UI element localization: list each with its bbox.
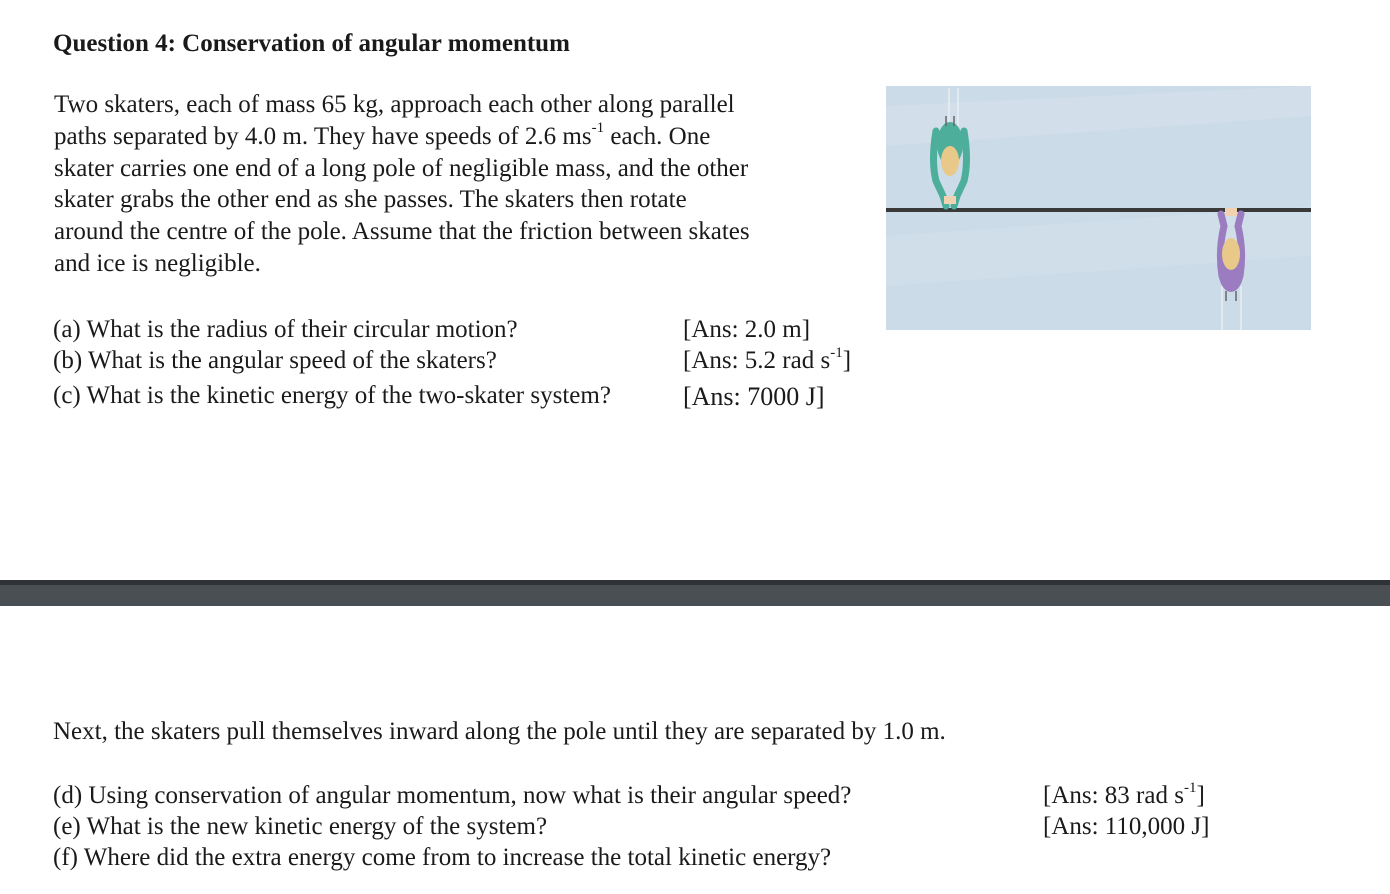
- next-statement: Next, the skaters pull themselves inward along the pole until they are separated by 1.0 m.: [53, 718, 946, 745]
- question-a: (a) What is the radius of their circular motion?: [53, 316, 518, 343]
- paragraph-line: skater grabs the other end as she passes. The skaters then rotate: [54, 186, 687, 214]
- question-b: (b) What is the angular speed of the skaters?: [53, 347, 497, 374]
- question-d: (d) Using conservation of angular momentum, now what is their angular speed?: [53, 782, 852, 809]
- question-title: Question 4: Conservation of angular momentum: [53, 30, 570, 57]
- question-c: (c) What is the kinetic energy of the two-skater system?: [53, 382, 611, 409]
- answer-d: [Ans: 83 rad $s^{-1}$]: [1043, 779, 1205, 809]
- answer-a: [Ans: 2.0 m]: [683, 316, 811, 343]
- pole: [886, 208, 1311, 212]
- paragraph-line: Two skaters, each of mass 65 kg, approach each other along parallel: [54, 91, 735, 118]
- answer-c: [Ans: 7000 J]: [683, 382, 825, 411]
- paragraph-line: skater carries one end of a long pole of negligible mass, and the other: [54, 154, 749, 182]
- paragraph-line: paths separated by 4.0 m. They have speeds of 2.6 $ms^{-1}$ each. One: [54, 120, 711, 150]
- question-f: (f) Where did the extra energy come from to increase the total kinetic energy?: [53, 844, 832, 871]
- page-divider: [0, 580, 1390, 606]
- paragraph-line: around the centre of the pole. Assume that the friction between skates: [54, 218, 750, 246]
- question-e: (e) What is the new kinetic energy of the system?: [53, 813, 548, 840]
- problem-statement: [54, 89, 844, 280]
- answer-b: [Ans: 5.2 rad $s^{-1}$]: [683, 344, 852, 374]
- answer-e: [Ans: 110,000 J]: [1043, 813, 1210, 840]
- skaters-illustration: [886, 86, 1311, 330]
- paragraph-line: and ice is negligible.: [54, 249, 261, 277]
